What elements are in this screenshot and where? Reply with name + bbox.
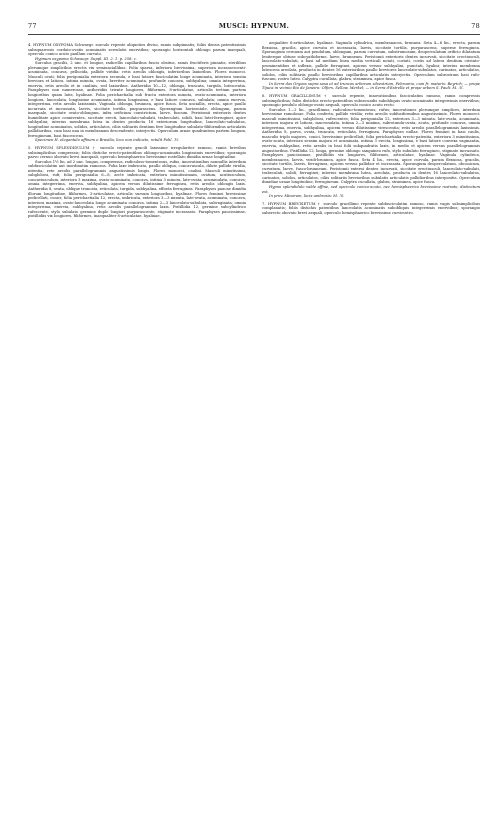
right-column [262,41,480,777]
left-column-paragraph: Hypnum oxypoma Schwaegr. Suppl. III. 2. 1. p. 258. c. [35,56,138,61]
right-column-paragraph: 6. HYPNUM GRACILLIMUM † surculo repente, innovationibus fasciculatim ramoso, ramis compressis subsimplicibus; foliis distichis erecto-patentibus subsecundis subobliquis ovato-acuminatis integerrimis enerviibus; sporangio pendulo oblongo-ovato aequali, operculo conico acuto recto. [262,94,480,108]
left-column-paragraph: 4. HYPNUM OXYPOMA Schwaegr. surculo repente aliquoties diviso, ramis subpinnatis; foliis densis patentissimis subsquarrosis cordato-ovatis acuminatis serrulatis enerviibus; sporangio horizontali oblongo parum inaequali, operculo conico acuto paullum curvato. [28,43,246,57]
left-column-paragraph: Surculus gracilis, 2 unc. et longior, radicellis capillaribus fuscis obsitus, ramis fructiferis pinnatis, sterilibus plerumque simplicibus erectis vix semiunciallibus. Folia sparsa, inferiora brevissima, superiora incrassescenti-acuminata, concava, pellucida, pallide viridia: retis areolis oblongis, inferioribus laxioribus. Flores monoeci. Masculi ovati; folia perigonialia exteriora secunda, e basi latiore fasciculatim longe acuminata, interiora sensim breviora et latiora, intima minuta, ovata, breviter acuminata, profunde concava, subhyalina; omnia integerrima, enervia, retis areolis et in caulinis, sed laxioribus. Antheridia 10—12, oblonga, truncata, turgida, lutescentia. Paraphyses non numerosae, antheridiis triente longiores, filiformes, 8-articulatae, articulis tertiam partem longioribus quam latis, hyalinae. Folia perichaetialia sub fructu exteriora minuta, ovato-acuminata, interiora longiora, lanceolata, longissime acuminata, intima longissima, e basi latiore concava, subulata; omnia enervia, integerrima, retis areolis laxissimis. Vaginula oblonga, brunnea, apice fusca. Seta unciallis, erecta, apice paullo incurvata et incrassata, laevis, siccitate tortilis, purpurascens. Sporangium horizontale, oblongum, parum inaequale, siccitate ovato-oblongum, infra orificium constrictum, laeve, fuscum. Peristomii exterioris dentes humiditate apice conniventes, siccitate erecti, lanceolato-subulati, trabeculati, solidi, basi lutei-ferruginei, apice subhyalini; interius membrana lutea in dentes producta 16 exteriorum longitudine, lanceolato-subulatos, longitudine acuminatos, solidos, articulatos, ciliis solitariis dentium fere longitudine subulato-filiformibus articulatis pallidioribus, cum basi una in membranam descendente, interjectis. Operculum urnae quadrantem partem longum, ferrugineum, basi fuscescens. [28,61,246,138]
right-column-paragraph: Hypno splendidulo valde affine, sed operculo conico-acuto, nec hemisphaerico brevissime rostrato, distinctum est. [262,184,480,194]
left-column-paragraph: Surculus 1½ lin. ad 2 unc. longus, compressus, radiculoso-tomentosus, rufus, innovationibus nonnullis interdum subfasciculatim aut inordinatim ramosus. Folia laxe imbricata, paullo obliqua, concavuscula, dilute pallide viridia, nitentia; rete areolis parallelogrammis angustissimis longis. Flores monoeci, caulini. Masculi minutissimi, subglobosi, rufi; folia perigonialia 6—8, arcte imbricata, exteriora minutissimum, ovatum, acutiusculum, concaviusculum, interiora 3 maxima, ovato-acuminata, concava, intima 3 minora, late-ovata, acuminulata, concava; omnia integerrima, enervia, subhyalina, apicem versus dilutissime ferruginea, retis areolis oblongis laxis. Antheridia 8, ovata, oblique truncata, reticulata, turgida, subhyalina, effoeta ferruginea. Paraphyses paucae dimidia illorum longitudine, filiformes, 3-articulatae, articulis sursum longioribus, hyalinae. Flores feminei brevissime pedicellati, conici; folia perichaetialia 12, erecta, imbricata, exteriora 3—3 minuta, late-ovata, acuminata, concava, interiora maxima, ovato-lanceolata longe acuminata concava, intima 2—3 lanceolato-subulata, subvaginata; omnia integerrima, enervia, subhyalina, retis areolis parallelogrammis laxis. Pistillidia 12, germine subcylindrico rufescente, stylo subulato germine duplo longiori purpurascente, stigmate incrassato. Paraphyses paucissimae, pistillidiis vix longiores, filiformes, inaequaliter 6-articulatae, hyalinae. [28,159,246,219]
text-columns [28,41,480,777]
right-column-paragraph: Surculus 1—2 lin., gracillimus, radiculoso-tomentosus, rufus; innovationes plerumque simplices, interdum brevissime ramulosae. Folia conferta, pallide viridia; retis areolis subfusiformibus angustissimis. Flores monoeci: masculi minutissimi, subglobosi, rufescentes; folia perigonialia 12, exteriora 3—3 minuta, late-ovata, acuminata, interiora majora et latiora, mucronulata, intima 2—3 minima, subrotunda-ovata, acuta, profunde concava, omnia integerrima, enervia, subhyalina, apicem versus dilutissime virescentia; retis areolis parallelogrammis laxissimis. Antheridia 8, parva, ovata, truncata, reticulata, ferruginea. Paraphyses nullae. Flores feminei in basi caulis, masculis triplo majores, conici, brevissime pedicellati; folia perichaetialia erecto-patentia, exteriora 3 minutissima, ovato-acuta, interiora sensim majora et acuminata, intima 3 erecta, longissima, e basi latiore convexa vaginantia, enervia, subhyalina, retis areolis in basi folii subquadratis laxis, in medio et apicem versus parallelogrammis angustioribus. Pistillidia 12, longa, germine oblongo sanguineo rufo, stylo subulato ferrugineo, stigmate incrassato. Paraphyses paucissimae, pistillidiis vix longiores, filiformes, articulatae, hyalinae. Vaginula cylindrica, membranacea, laevis, viridi-brunnea, apice fusca. Seta 4 lin., erecta, apice curvula, parum flexuosa, gracilis, siccitate tortilis, laevis, ferruginea, apicem versus pallidior et incrassata. Sporangium deoperculatum, obconicum, curvatum, laeve, fusco-brunneum. Peristomii externi dentes incurvati, siccitate erectiusculi, lanceolato-subulati, trabeculati, solidi, ferruginei; interius membrana lutea, areolata, producta in dentes 16 lanceolato-subulatos, carinatos, solidos, articulatos, ciliis solitariis brevioribus subulatis articulatis pallidioribus interpositis. Operculum dimidiae urnae longitudine, ferrugineum. Calyptra cucullata, glabra, straminea, apice fusca. [262,107,480,185]
running-header [28,22,480,35]
left-column-paragraph: 5. HYPNUM SPLENDIDULUM † surculo repente gracili laxissime irregulariter ramoso, ramis brevibus subsimplicibus compressis; foliis distiche erecto-patentibus oblongo-acuminatis longissimis enerviibus; sporangio parvo cernuo obovato brevi inaequali, operculo hemisphaerico brevissime rostellato dimidia urnae longitudine. [28,146,246,160]
right-column-paragraph: In prov. Minarum, locis umbrosis: M. ℳ. [269,194,345,199]
right-column-paragraph: aequaliter 6-articulatae, hyalinae. Vaginula cylindrica, membranacea, brunnea. Seta 4—6 lin., erecta, parum flexuosa, gracilis, apice curvata et incrassata, laevis, siccitate tortilis, purpurascens, superne ferruginea. Sporangium cernuum aut pendulum, oblongum, parum curvatum, substrumosum, deoperculatum orificio dilatatum leniterque obtuse subcyathiforme, laeve, brunneum. Peristomii exterioris dentes incurvati, siccitate crectiusculi, lanceolato-subulati, a basi ad medium linea media verticali notati, costati, costis ad latera dentium cristato-prominentibus et inflexis, pallide ferruginei, apicem versus subhyalini, punctati, hyalini; interius membrana lutescens areolata, producta in dentes 16 exterioribus paullo breviores lanceolato-subulatos, carinatos, articulatos, solidos, ciliis solitariis paullo brevioribus capillaribus articulatis interjectis. Operculum subrostrum basi rufo-fuscum, rostro luteo. Calyptra cucullata, glabra, straminea, apice fusca. [262,41,480,82]
right-column-paragraph: In Serra dos Orgaos supra saxa et ad truncos arborum silvestrium, Februario, cum fr. maturis: Beyrich; — prope Tijuca in vicinio Rio de Janeiro: Olfers, Sellow, Merkel; — in Serra d'Estrella et prope urbem S. Pauli: M. ℳ. [262,81,480,91]
page [28,22,480,782]
right-column-paragraph: 7. HYPNUM BREVISETUM † surculo gracillimo repente subfasciculatim ramoso, ramis vagis subsimplicibus complanatis; foliis distichis patentibus lanceolatis acuminatis subobliquis integerrimis enerviibus; sporangio suberecto obovato brevi aequali, operculo hemisphaerico brevissime curvirostro. [262,201,480,215]
page-number-right: 78 [471,22,480,30]
running-title: MUSCI: HYPNUM. [218,22,290,30]
page-number-left: 77 [28,22,37,30]
left-column [28,41,246,777]
left-column-paragraph: Specimen H. elegantulo affinem e Brasilia, loco non indicato, retulit Pohl. ℳ. [35,138,180,143]
